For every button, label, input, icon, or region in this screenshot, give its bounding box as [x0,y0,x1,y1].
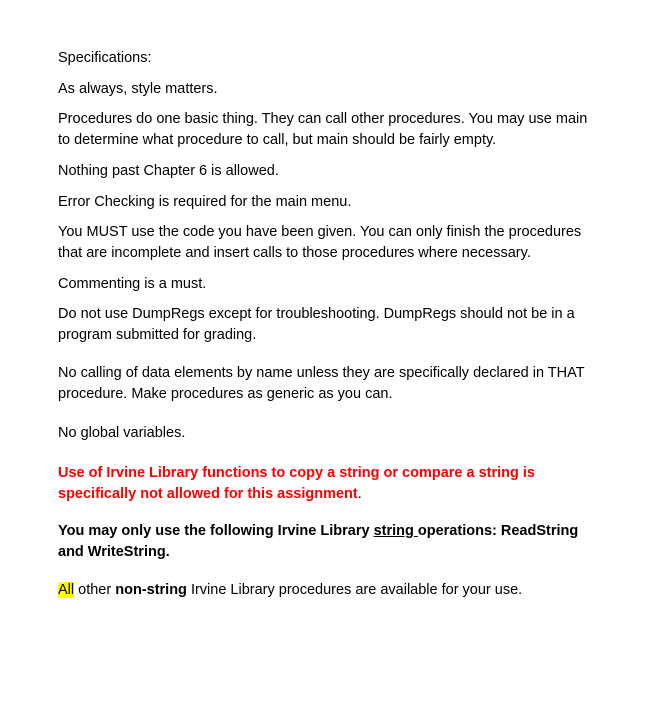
paragraph-commenting: Commenting is a must. [58,276,207,292]
paragraph-procedures: Procedures do one basic thing. They can call other procedures. You may use main to determine what procedure to call, but main should be fairly empty. [58,111,588,148]
highlighted-all: All [58,582,75,598]
irvine-restriction-text: Use of Irvine Library functions to copy a string or compare a string is specifically not allowed for this assignment [58,465,535,502]
string-ops-intro: You may only use the following Irvine Library [58,523,374,539]
paragraph-other-procedures [58,580,618,601]
string-ops-list: operations: ReadString and WriteString. [58,523,579,560]
paragraph-dumpregs: Do not use DumpRegs except for troubleshooting. DumpRegs should not be in a program submitted for grading. [58,306,575,343]
paragraph-must-use-code: You MUST use the code you have been given. You can only finish the procedures that are incomplete and insert calls to those procedures where necessary. [58,224,582,261]
other-procedures-text: Irvine Library procedures are available for your use. [186,582,523,598]
paragraph-chapter: Nothing past Chapter 6 is allowed. [58,163,279,179]
paragraph-error-checking: Error Checking is required for the main menu. [58,194,352,210]
paragraph-style: As always, style matters. [58,81,218,97]
paragraph-string-operations [58,521,603,563]
string-ops-underlined: string [373,523,418,539]
heading-specifications: Specifications: [58,50,152,66]
paragraph-data-elements: No calling of data elements by name unless they are specifically declared in THAT procedure. Make procedures as generic as you can. [58,365,585,402]
irvine-restriction-period: . [357,486,362,502]
paragraph-global-variables: No global variables. [58,425,186,441]
non-string-bold: non-string [115,582,187,598]
other-text: other [74,582,116,598]
paragraph-irvine-restriction [58,463,603,505]
